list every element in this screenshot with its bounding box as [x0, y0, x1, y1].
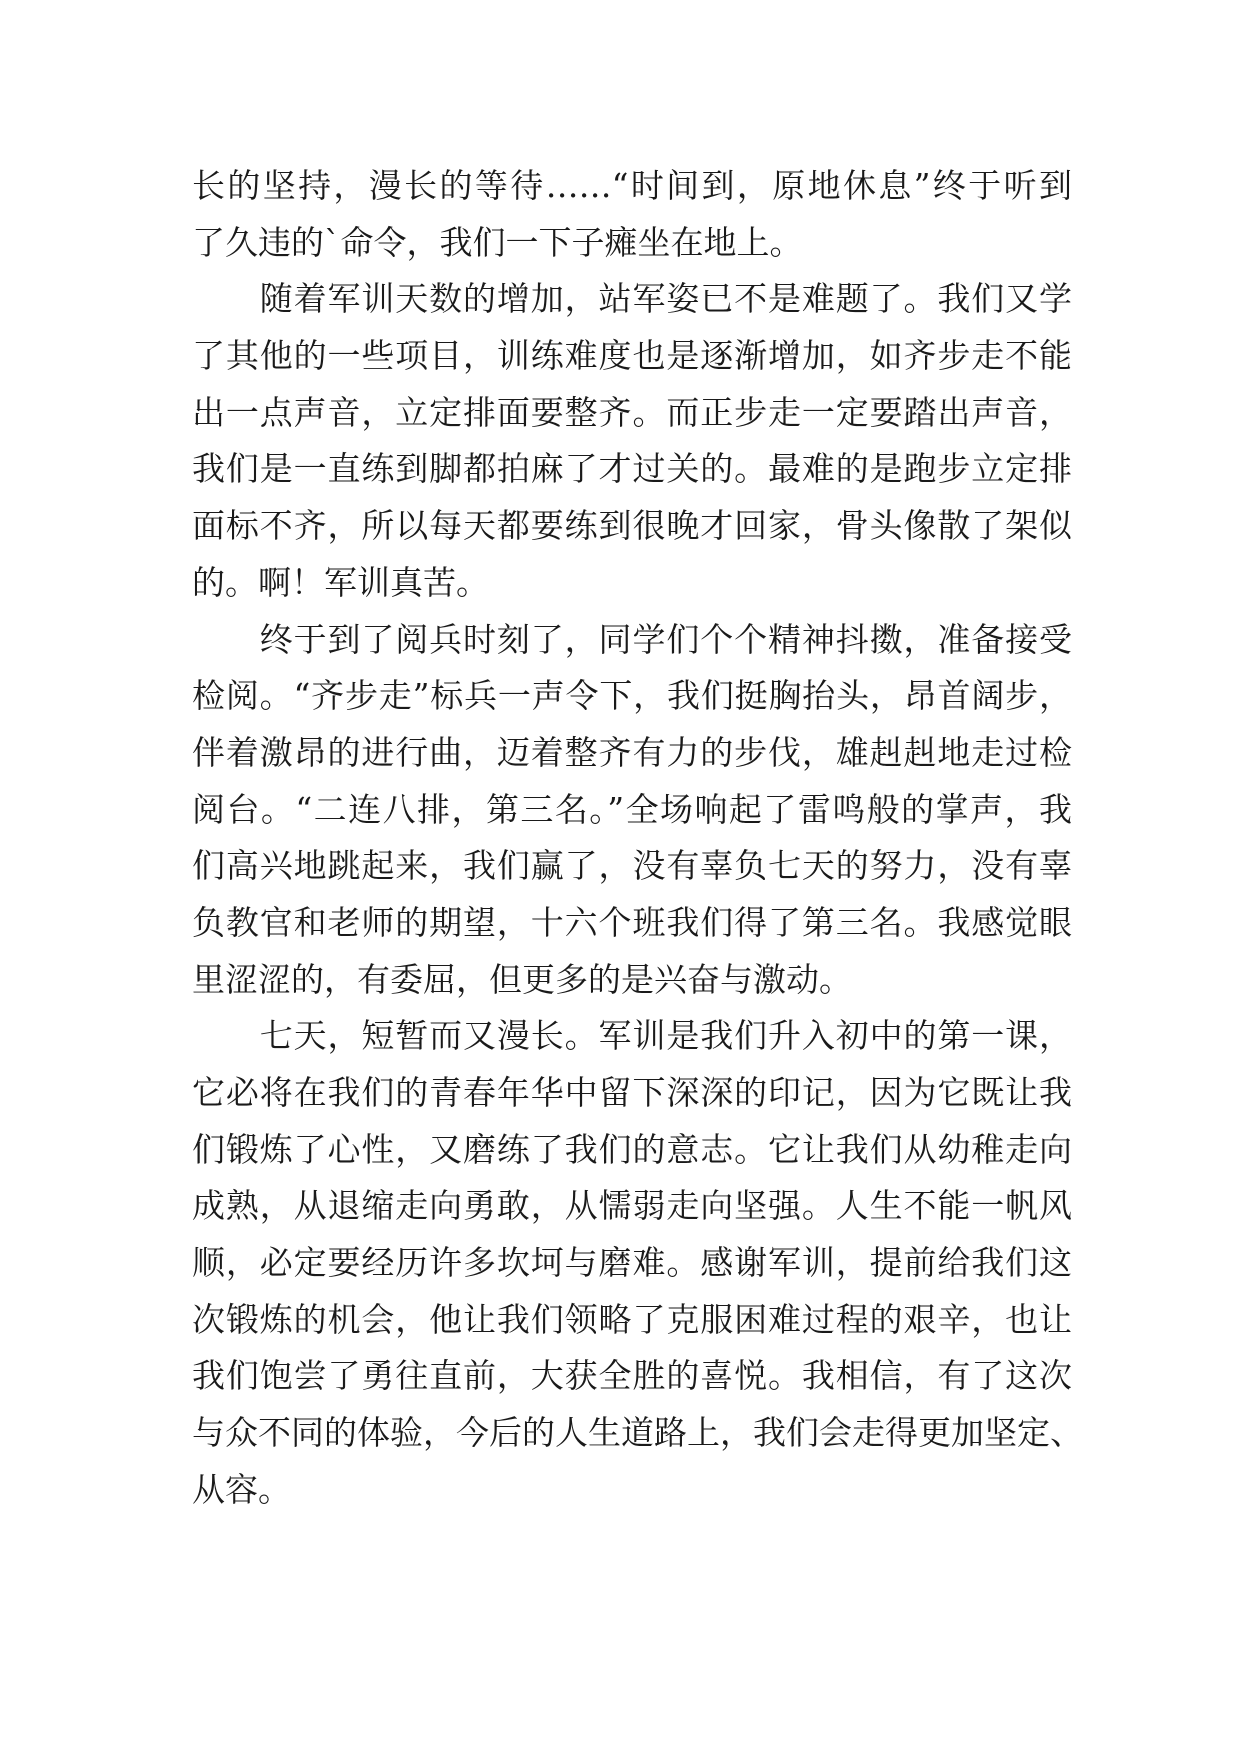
body-text — [192, 158, 1083, 1519]
text-line: 负教官和老师的期望，十六个班我们得了第三名。我感觉眼 — [192, 902, 1072, 942]
text-line: 了其他的一些项目，训练难度也是逐渐增加，如齐步走不能 — [192, 336, 1072, 376]
text-line: 成熟，从退缩走向勇敢，从懦弱走向坚强。人生不能一帆风 — [192, 1186, 1072, 1226]
text-line: 们锻炼了心性，又磨练了我们的意志。它让我们从幼稚走向 — [192, 1129, 1072, 1169]
text-line: 面标不齐，所以每天都要练到很晚才回家，骨头像散了架似 — [192, 506, 1072, 546]
text-line: 检阅。“齐步走”标兵一声令下，我们挺胸抬头，昂首阔步， — [192, 676, 1072, 716]
text-line: 与众不同的体验，今后的人生道路上，我们会走得更加坚定、 — [192, 1413, 1083, 1453]
text-line: 随着军训天数的增加，站军姿已不是难题了。我们又学 — [192, 279, 1072, 319]
text-line: 里涩涩的，有委屈，但更多的是兴奋与激动。 — [192, 959, 852, 999]
text-line: 从容。 — [192, 1469, 291, 1509]
text-line: 次锻炼的机会，他让我们领略了克服困难过程的艰辛，也让 — [192, 1299, 1072, 1339]
text-line: 我们饱尝了勇往直前，大获全胜的喜悦。我相信，有了这次 — [192, 1356, 1072, 1396]
text-line: 顺，必定要经历许多坎坷与磨难。感谢军训，提前给我们这 — [192, 1243, 1072, 1283]
text-line: 它必将在我们的青春年华中留下深深的印记，因为它既让我 — [192, 1073, 1072, 1112]
text-line: 我们是一直练到脚都拍麻了才过关的。最难的是跑步立定排 — [192, 449, 1072, 489]
text-line: 七天，短暂而又漫长。军训是我们升入初中的第一课， — [192, 1016, 1072, 1056]
text-line: 了久违的`命令，我们一下子瘫坐在地上。 — [192, 222, 803, 262]
text-line: 的。啊！军训真苦。 — [192, 562, 489, 602]
text-line: 终于到了阅兵时刻了，同学们个个精神抖擞，准备接受 — [192, 619, 1072, 659]
text-line: 长的坚持，漫长的等待……“时间到，原地休息”终于听到 — [192, 166, 1072, 205]
text-line: 们高兴地跳起来，我们赢了，没有辜负七天的努力，没有辜 — [192, 846, 1072, 886]
text-line: 阅台。“二连八排，第三名。”全场响起了雷鸣般的掌声，我 — [192, 789, 1072, 829]
text-line: 伴着激昂的进行曲，迈着整齐有力的步伐，雄赳赳地走过检 — [192, 732, 1072, 772]
text-line: 出一点声音，立定排面要整齐。而正步走一定要踏出声音， — [192, 392, 1072, 432]
